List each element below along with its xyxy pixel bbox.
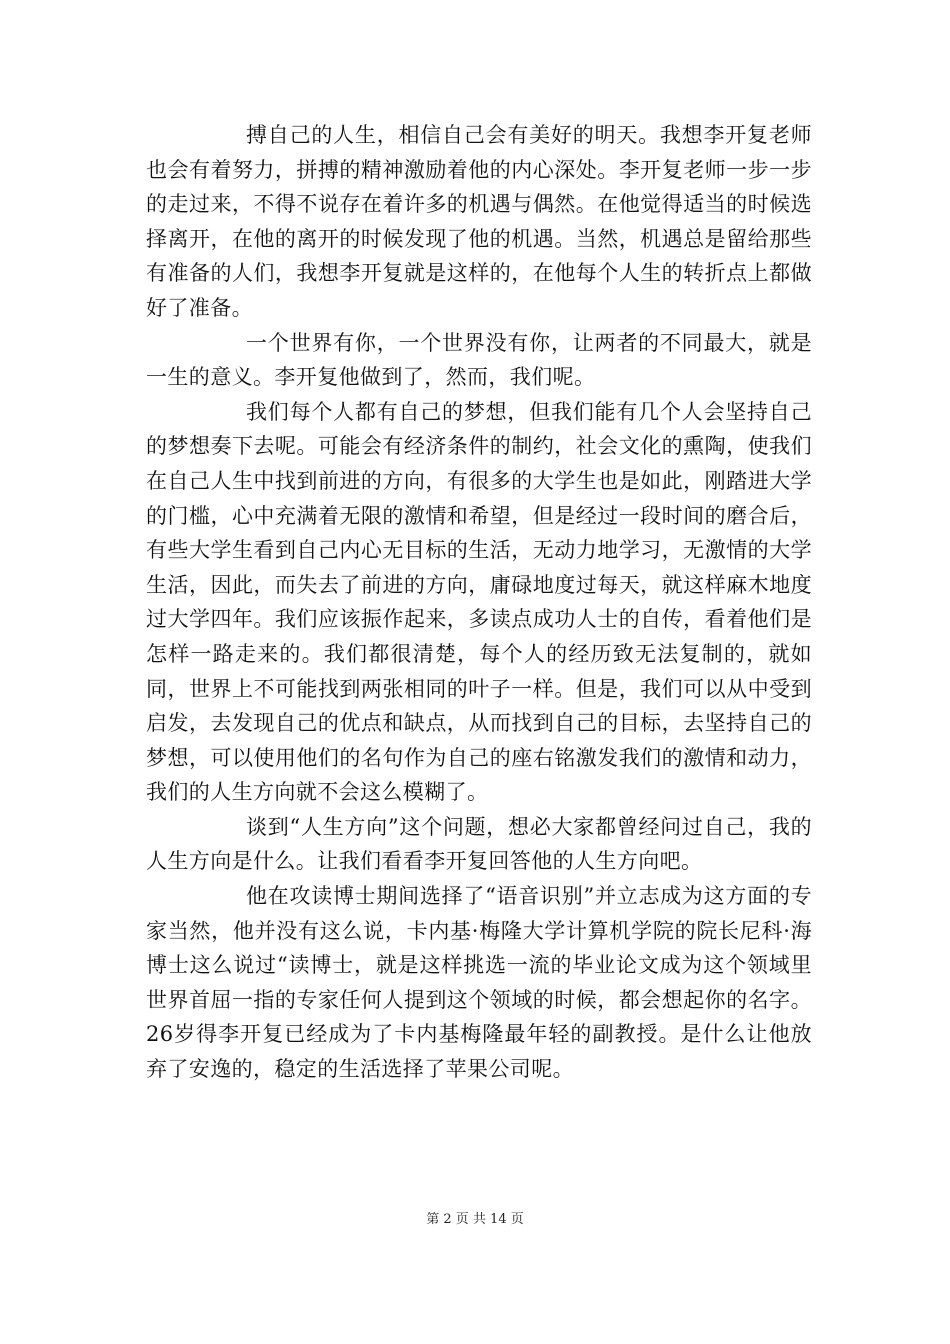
paragraph-4: 谈到“人生方向”这个问题，想必大家都曾经问过自己，我的人生方向是什么。让我们看看李开复回答他的人生方向吧。 — [146, 814, 812, 874]
paragraph-3: 我们每个人都有自己的梦想，但我们能有几个人会坚持自己的梦想奏下去呢。可能会有经济条件的制约，社会文化的熏陶，使我们在自己人生中找到前进的方向，有很多的大学生也是如此，刚踏进大学的门槛，心中充满着无限的激情和希望，但是经过一段时间的磨合后，有些大学生看到自己内心无目标的生活，无动力地学习，无激情的大学生活，因此，而失去了前进的方向，庸碌地度过每天，就这样麻木地度过大学四年。我们应该振作起来，多读点成功人士的自传，看着他们是怎样一路走来的。我们都很清楚，每个人的经历致无法复制的，就如同，世界上不可能找到两张相同的叶子一样。但是，我们可以从中受到启发，去发现自己的优点和缺点，从而找到自己的目标，去坚持自己的梦想，可以使用他们的名句作为自己的座右铭激发我们的激情和动力，我们的人生方向就不会这么模糊了。 — [146, 399, 812, 805]
body-text — [146, 118, 812, 1087]
paragraph-2: 一个世界有你，一个世界没有你，让两者的不同最大，就是一生的意义。李开复他做到了，然而，我们呢。 — [146, 330, 812, 390]
paragraph-1: 搏自己的人生，相信自己会有美好的明天。我想李开复老师也会有着努力，拼搏的精神激励着他的内心深处。李开复老师一步一步的走过来，不得不说存在着许多的机遇与偶然。在他觉得适当的时候选择离开，在他的离开的时候发现了他的机遇。当然，机遇总是留给那些有准备的人们，我想李开复就是这样的，在他每个人生的转折点上都做好了准备。 — [146, 123, 812, 320]
page-number-footer: 第 2 页 共 14 页 — [426, 1212, 524, 1227]
paragraph-5: 他在攻读博士期间选择了“语音识别”并立志成为这方面的专家当然，他并没有这么说，卡内基·梅隆大学计算机学院的院长尼科·海博士这么说过“读博士，就是这样挑选一流的毕业论文成为这个领域里世界首屈一指的专家任何人提到这个领域的时候，都会想起你的名字。26岁得李开复已经成为了卡内基梅隆最年轻的副教授。是什么让他放弃了安逸的，稳定的生活选择了苹果公司呢。 — [146, 884, 812, 1082]
